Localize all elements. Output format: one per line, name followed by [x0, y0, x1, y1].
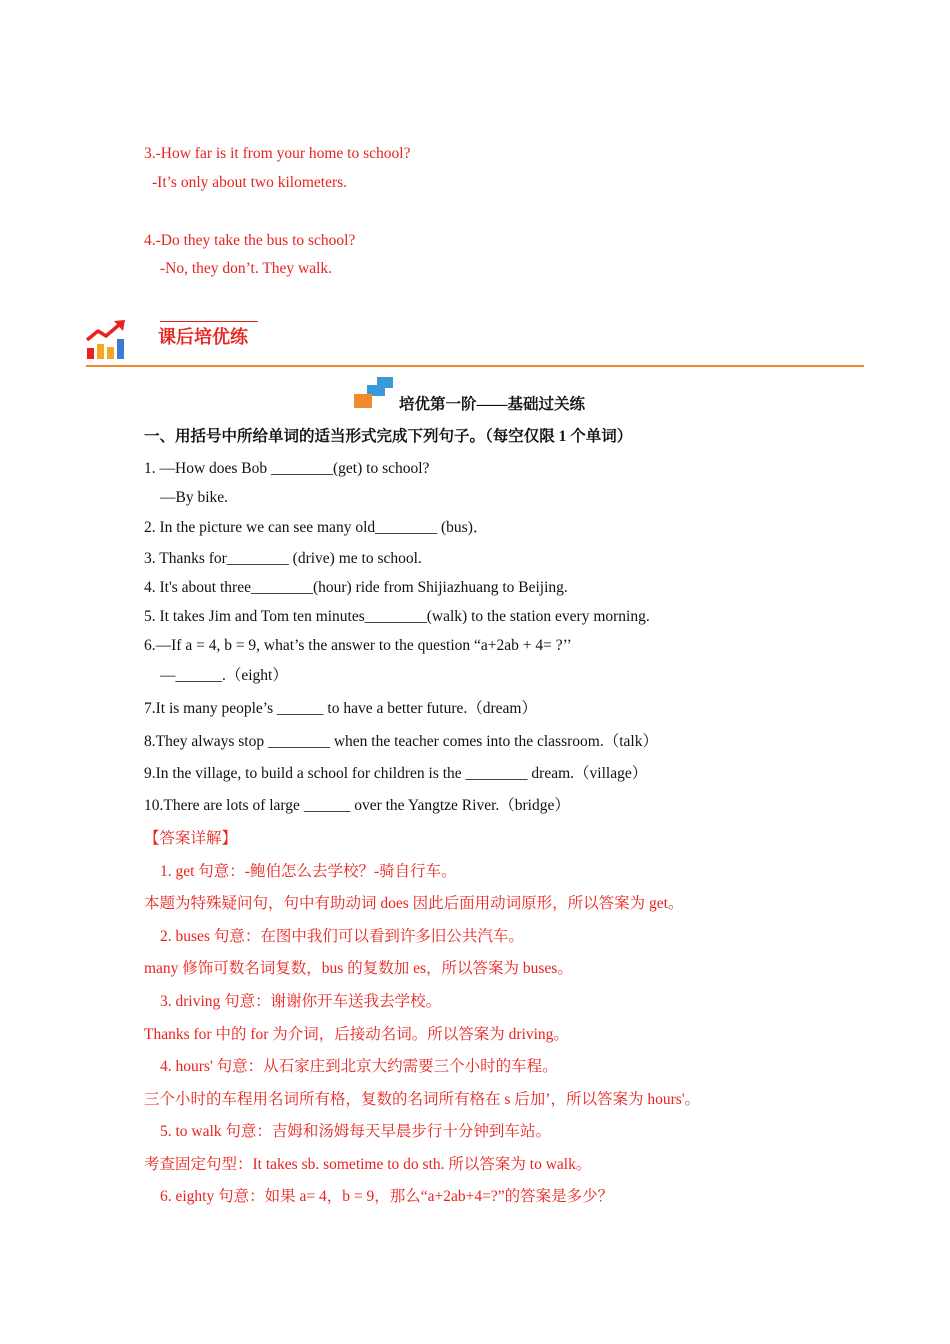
exercise-item: —______.（eight） [160, 667, 288, 684]
answer-line: Thanks for 中的 for 为介词，后接动名词。所以答案为 driving。 [144, 1026, 569, 1043]
answer-line: 2. buses 句意：在图中我们可以看到许多旧公共汽车。 [160, 928, 524, 945]
answer-line: 6. eighty 句意：如果 a= 4，b = 9，那么“a+2ab+4=?”的答案是多少？ [160, 1188, 614, 1205]
exercise-item: 2. In the picture we can see many old________ (bus)． [144, 519, 489, 536]
exercise-item: 4. It's about three________(hour) ride from Shijiazhuang to Beijing. [144, 579, 568, 596]
exercise-item: 3. Thanks for________ (drive) me to school. [144, 550, 422, 567]
dialogue-4-answer: -No, they don’t. They walk. [160, 260, 333, 277]
answer-line: 5. to walk 句意：吉姆和汤姆每天早晨步行十分钟到车站。 [160, 1123, 551, 1140]
answer-heading: 【答案详解】 [144, 830, 238, 847]
dialogue-4-question: 4.-Do they take the bus to school? [144, 232, 356, 249]
answer-line: 3. driving 句意：谢谢你开车送我去学校。 [160, 993, 442, 1010]
dialogue-3-question: 3.-How far is it from your home to school? [144, 145, 411, 162]
exercise-instruction: 一、用括号中所给单词的适当形式完成下列句子。（每空仅限 1 个单词） [144, 428, 633, 445]
exercise-item: 1. —How does Bob ________(get) to school? [144, 460, 430, 477]
exercise-item: 6.—If a = 4, b = 9, what’s the answer to the question “a+2ab + 4= ?’’ [144, 637, 572, 654]
title-accent-line [160, 321, 258, 322]
stage-title: 培优第一阶——基础过关练 [399, 396, 586, 413]
chart-growth-icon [84, 318, 130, 362]
section-title: 课后培优练 [158, 327, 248, 348]
exercise-item: 10.There are lots of large ______ over the Yangtze River.（bridge） [144, 797, 570, 814]
answer-line: 本题为特殊疑问句，句中有助动词 does 因此后面用动词原形，所以答案为 get。 [144, 895, 684, 912]
answer-line: many 修饰可数名词复数，bus 的复数加 es，所以答案为 buses。 [144, 960, 573, 977]
answer-line: 三个小时的车程用名词所有格，复数的名词所有格在 s 后加’，所以答案为 hours'。 [144, 1091, 701, 1108]
exercise-item: 7.It is many people’s ______ to have a better future.（dream） [144, 700, 537, 717]
exercise-item: 5. It takes Jim and Tom ten minutes________(walk) to the station every morning. [144, 608, 650, 625]
answer-line: 4. hours' 句意：从石家庄到北京大约需要三个小时的车程。 [160, 1058, 558, 1075]
exercise-item: 8.They always stop ________ when the teacher comes into the classroom.（talk） [144, 733, 658, 750]
answer-line: 考查固定句型：It takes sb. sometime to do sth. 所以答案为 to walk。 [144, 1156, 592, 1173]
exercise-item: —By bike. [160, 489, 229, 506]
answer-line: 1. get 句意：-鲍伯怎么去学校？-骑自行车。 [160, 863, 457, 880]
steps-icon [353, 376, 395, 410]
exercise-item: 9.In the village, to build a school for children is the ________ dream.（village） [144, 765, 648, 782]
section-divider [86, 365, 864, 367]
dialogue-3-answer: -It’s only about two kilometers. [152, 174, 348, 191]
